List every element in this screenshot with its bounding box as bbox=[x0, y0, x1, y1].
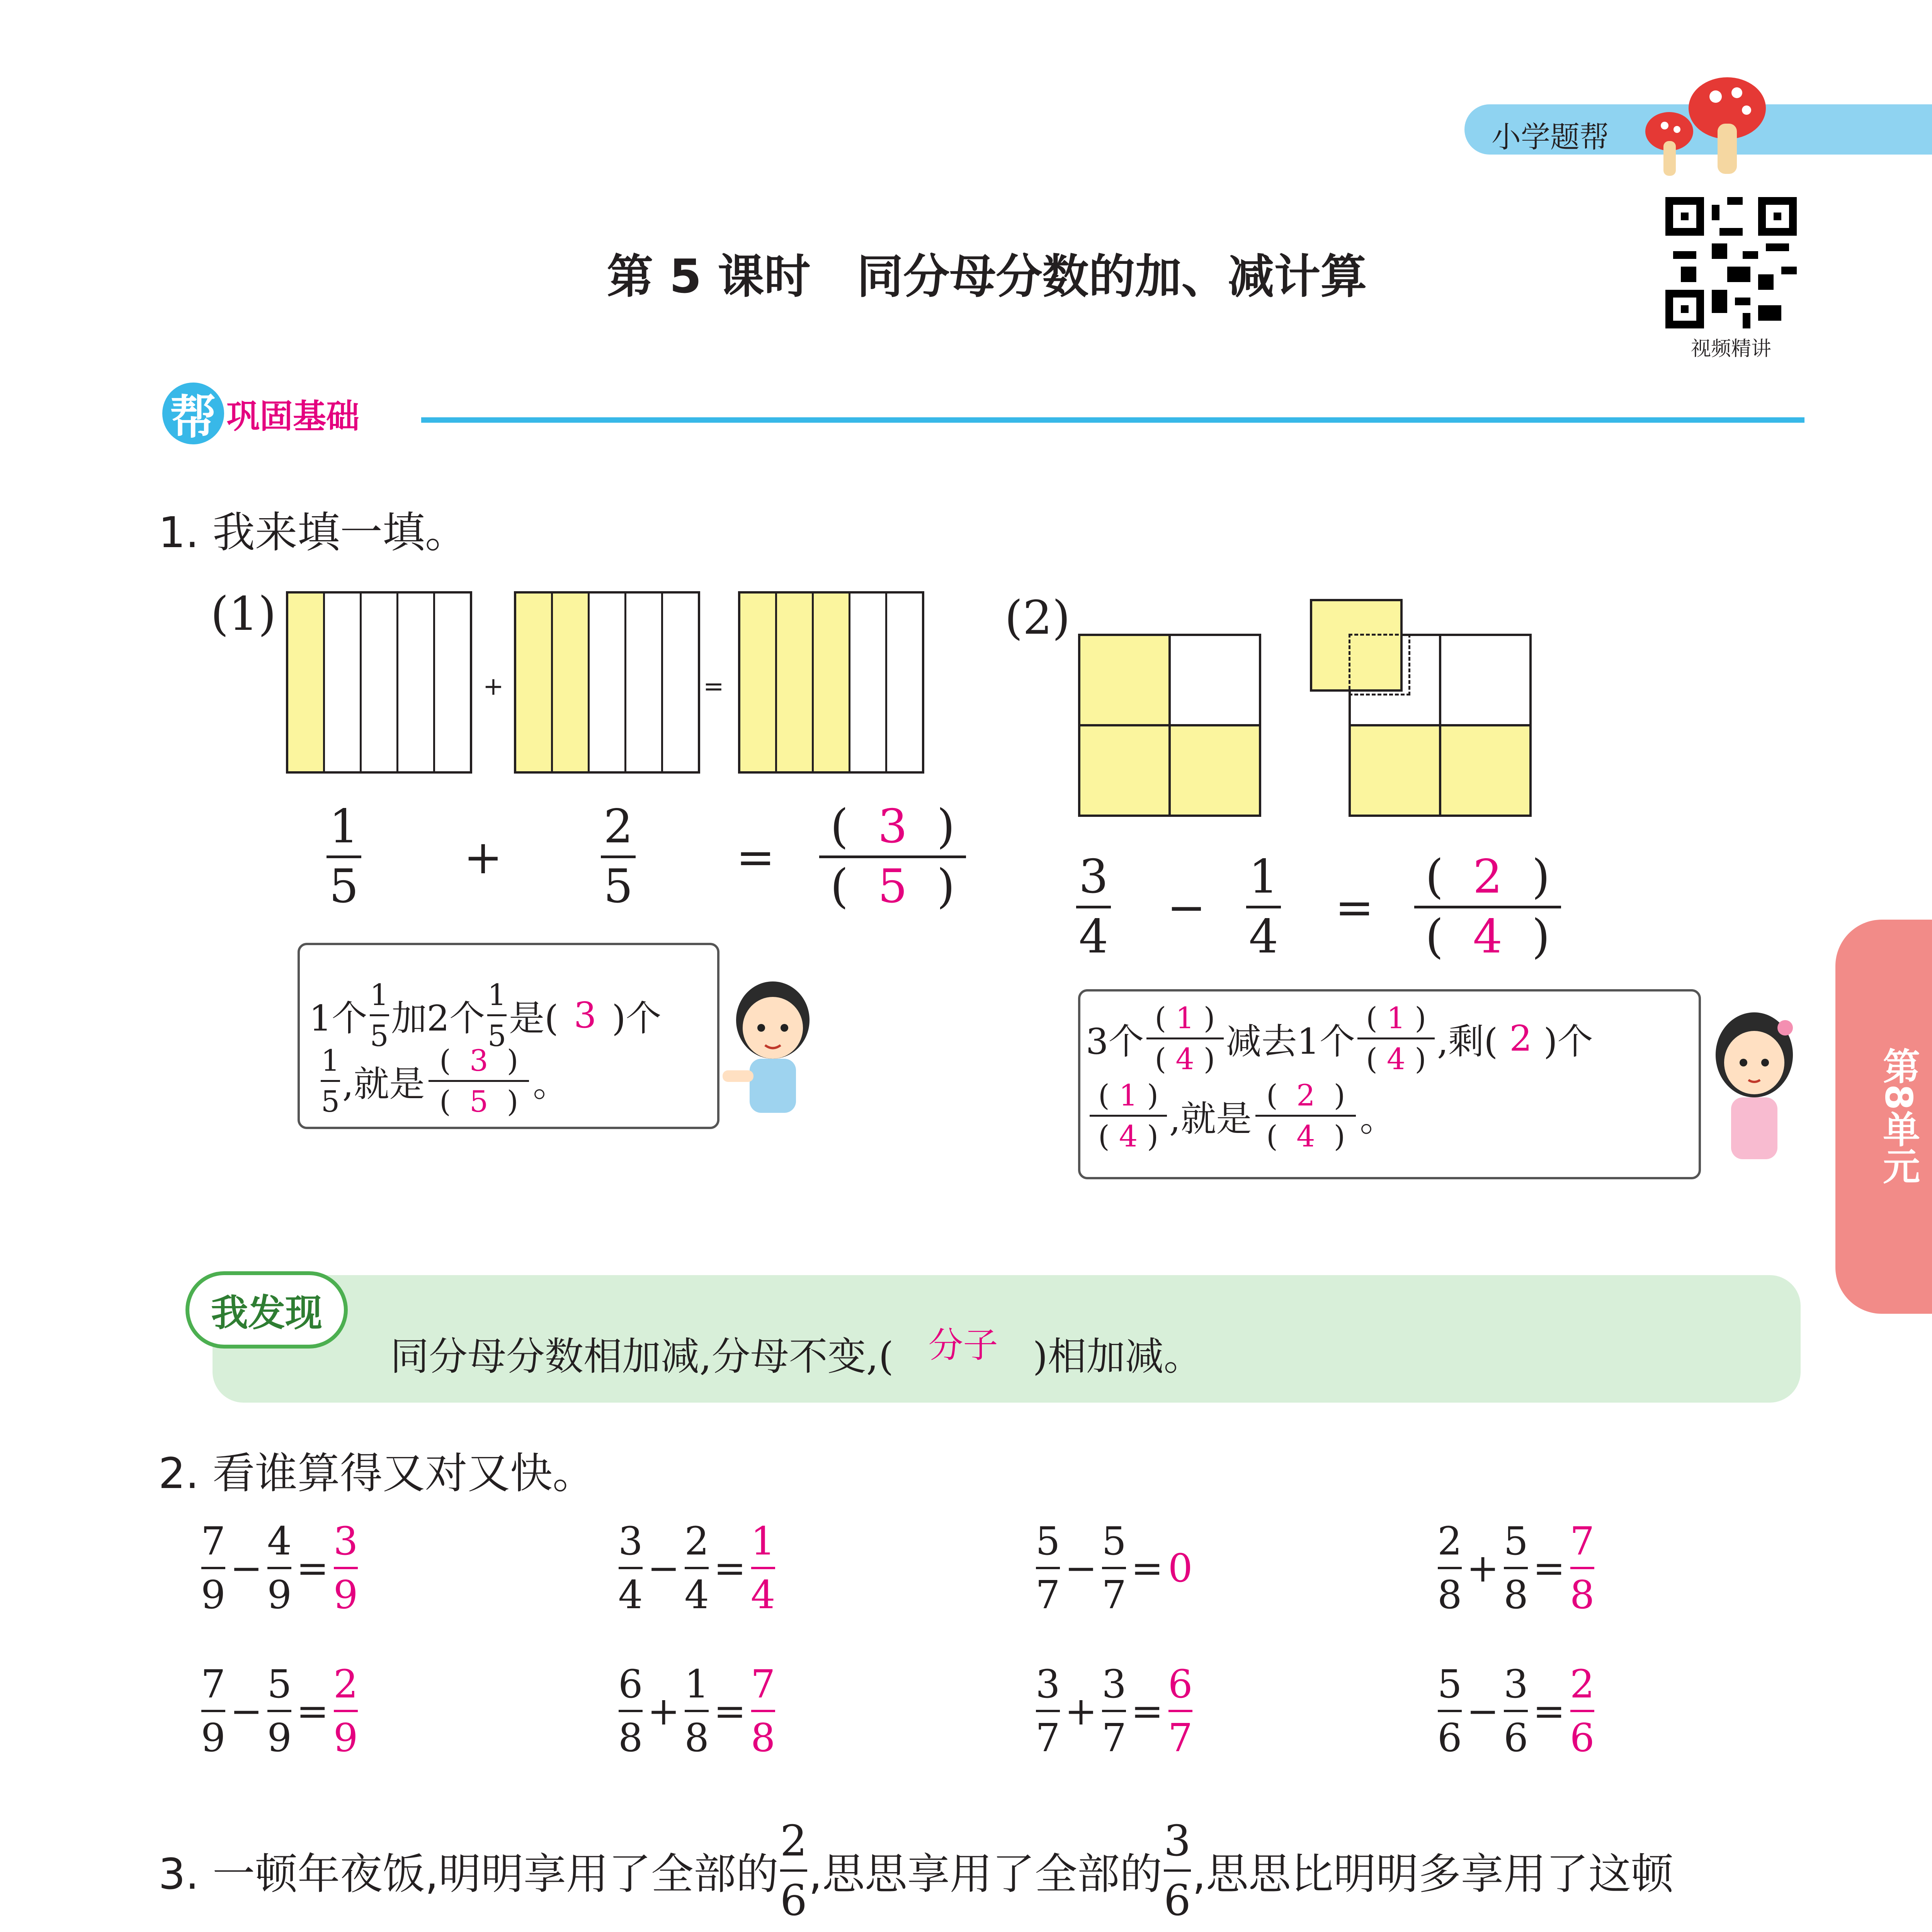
strip-two-fifths bbox=[514, 591, 700, 774]
square1-cell bbox=[1078, 634, 1171, 726]
bubble1-count-answer: 3 bbox=[574, 995, 597, 1036]
discover-text: 同分母分数相加减,分母不变,( 分子 )相加减。 bbox=[390, 1325, 1202, 1381]
q2-item: 5 6 − 3 6 = 2 6 bbox=[1437, 1662, 1595, 1760]
dashed-outline bbox=[1349, 634, 1410, 696]
bubble2-result-denominator: 4 bbox=[1296, 1119, 1315, 1153]
eq1-fraction-a: 1 5 bbox=[327, 804, 361, 910]
eq2-equals: = bbox=[1335, 881, 1374, 935]
brand-label: 小学题帮 bbox=[1492, 120, 1609, 154]
section-basic-label: 巩固基础 bbox=[226, 397, 359, 436]
q2-item: 2 8 + 5 8 = 7 8 bbox=[1437, 1519, 1595, 1617]
section-badge-icon: 帮 bbox=[162, 383, 224, 444]
eq2-result-numerator: 2 bbox=[1473, 850, 1503, 904]
qr-caption: 视频精讲 bbox=[1690, 337, 1771, 361]
q3-line1: 3. 一顿年夜饭,明明享用了全部的 2 6 ,思思享用了全部的 3 6 ,思思比明明多享用了这顿 bbox=[158, 1816, 1673, 1925]
square2-cell bbox=[1439, 634, 1532, 726]
eq1-result-numerator: 3 bbox=[878, 800, 908, 854]
bubble1-line2: 1 5 ,就是 ( 3 ) ( 5 ) 。 bbox=[321, 1043, 569, 1119]
strip-one-fifth bbox=[286, 591, 472, 774]
square2-cell bbox=[1439, 724, 1532, 817]
eq1-equals: = bbox=[736, 831, 775, 884]
q2-item: 7 9 − 4 9 = 3 9 bbox=[201, 1519, 358, 1617]
eq2-result-fraction: ( 2 ) ( 4 ) bbox=[1414, 854, 1561, 960]
square1-cell bbox=[1078, 724, 1171, 817]
q2-item: 3 7 + 3 7 = 6 7 bbox=[1036, 1662, 1193, 1760]
eq2-minus: − bbox=[1167, 881, 1206, 935]
bubble2-line1: 3个 ( 1 ) ( 4 ) 减去1个 ( 1 ) ( 4 ) ,剩( 2 )个 bbox=[1086, 1001, 1593, 1076]
bubble1-result-denominator: 5 bbox=[469, 1084, 488, 1119]
strip-equals-sign: = bbox=[703, 672, 724, 701]
discover-answer: 分子 bbox=[928, 1325, 998, 1366]
square1-cell bbox=[1168, 634, 1261, 726]
page-title: 第 5 课时 同分母分数的加、减计算 bbox=[607, 250, 1367, 304]
bubble2-count-answer: 2 bbox=[1509, 1018, 1532, 1059]
eq1-fraction-b: 2 5 bbox=[601, 804, 636, 910]
bubble1-line1: 1个 1 5 加2个 1 5 是( 3 )个 bbox=[309, 978, 662, 1053]
discover-badge: 我发现 bbox=[185, 1271, 348, 1349]
section-basic-heading bbox=[162, 383, 359, 444]
girl-character-icon bbox=[1708, 1005, 1801, 1167]
q1-prompt: 1. 我来填一填。 bbox=[158, 508, 468, 557]
bubble2-result-numerator: 2 bbox=[1296, 1078, 1315, 1112]
bubble1-result-numerator: 3 bbox=[469, 1043, 488, 1078]
qr-code-icon[interactable] bbox=[1665, 197, 1797, 328]
unit-tab-label: 第8单元 bbox=[1877, 1047, 1920, 1184]
eq2-fraction-b: 1 4 bbox=[1246, 854, 1281, 960]
eq1-result-denominator: 5 bbox=[878, 860, 908, 913]
square1-cell bbox=[1168, 724, 1261, 817]
q2-item: 6 8 + 1 8 = 7 8 bbox=[618, 1662, 776, 1760]
bubble2-line2: ( 1 ) ( 4 ) ,就是 ( 2 ) ( 4 ) 。 bbox=[1090, 1078, 1395, 1153]
eq2-fraction-a: 3 4 bbox=[1076, 854, 1111, 960]
strip-plus-sign: + bbox=[483, 672, 504, 701]
strip-three-fifths bbox=[738, 591, 924, 774]
q1-part1-label: (1) bbox=[211, 587, 276, 641]
unit-tab[interactable] bbox=[1835, 920, 1932, 1314]
q1-part2-label: (2) bbox=[1005, 591, 1070, 645]
q2-item: 7 9 − 5 9 = 2 9 bbox=[201, 1662, 358, 1760]
eq2-result-denominator: 4 bbox=[1473, 910, 1503, 964]
q2-prompt: 2. 看谁算得又对又快。 bbox=[158, 1449, 595, 1498]
square2-cell bbox=[1349, 724, 1441, 817]
eq1-result-fraction: ( 3 ) ( 5 ) bbox=[819, 804, 966, 910]
boy-character-icon bbox=[723, 974, 823, 1121]
q2-item: 5 7 − 5 7 = 0 bbox=[1036, 1519, 1193, 1617]
eq1-plus: + bbox=[464, 831, 503, 884]
section-rule bbox=[421, 417, 1804, 423]
mushroom-icon bbox=[1638, 66, 1770, 182]
q2-item: 3 4 − 2 4 = 1 4 bbox=[618, 1519, 776, 1617]
